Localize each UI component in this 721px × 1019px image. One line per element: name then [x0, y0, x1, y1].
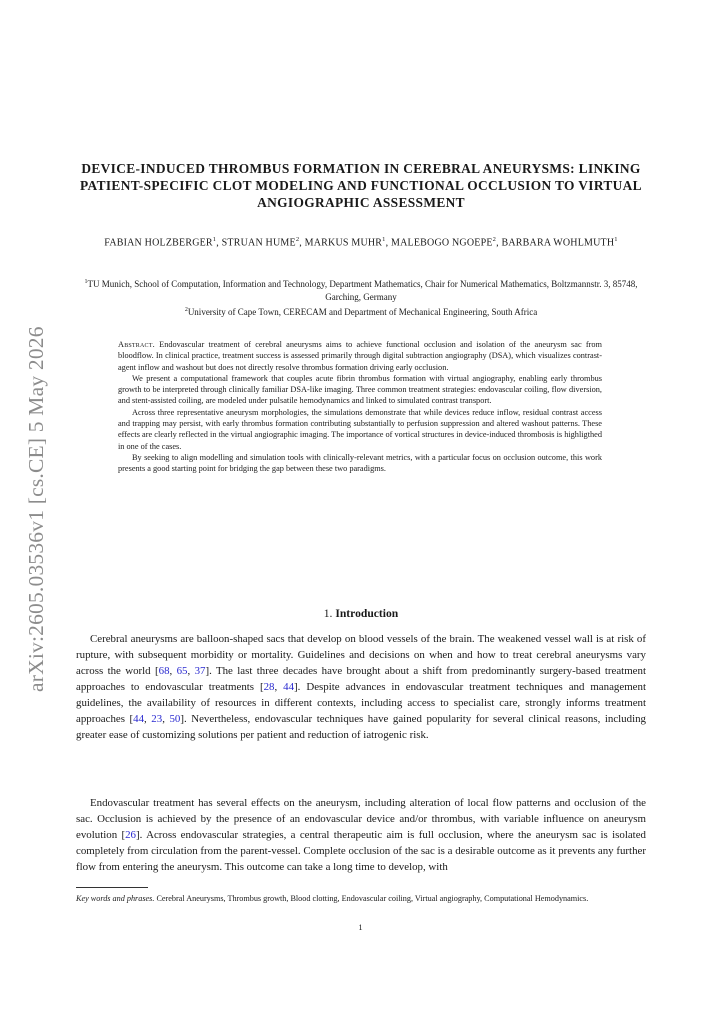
citation-link[interactable]: 68	[158, 665, 170, 678]
affiliation-text: TU Munich, School of Computation, Information and Technology, Department Mathematics, Chair for Numerical Mathematics, Boltzmannstr. 3, 85748, Garching, Germany	[87, 279, 638, 302]
body-paragraph-1	[76, 631, 646, 743]
keywords-text: Cerebral Aneurysms, Thrombus growth, Blood clotting, Endovascular coiling, Virtual angiography, Computational Hemodynamics.	[156, 894, 589, 903]
abstract-paragraph: We present a computational framework that couples acute fibrin thrombus formation with virtual angiography, enabling early thrombus growth to be interpreted through clinically familiar DSA-like imaging. Three common treatment strategies: endovascular coiling, flow diversion, and stent-assisted coiling, are modeled under pulsatile hemodynamics and linked to simulated contrast transport.	[118, 373, 602, 406]
citation-link[interactable]: 44	[283, 681, 295, 694]
paper-title: DEVICE-INDUCED THROMBUS FORMATION IN CEREBRAL ANEURYSMS: LINKING PATIENT-SPECIFIC CLOT MODELING AND FUNCTIONAL OCCLUSION TO VIRTUAL ANGIOGRAPHIC ASSESSMENT	[80, 161, 642, 210]
arxiv-stamp	[18, 300, 54, 692]
affiliation-1	[76, 276, 646, 303]
citation-link[interactable]: 23	[151, 713, 163, 726]
affiliation-2	[76, 304, 646, 319]
keywords-label: Key words and phrases.	[76, 894, 155, 903]
section-heading	[76, 607, 646, 620]
arxiv-identifier: arXiv:2605.03536v1 [cs.CE] 5 May 2026	[24, 326, 48, 692]
author-affiliation-mark: 2	[295, 236, 300, 243]
abstract-label: Abstract.	[118, 340, 155, 349]
citation-link[interactable]: 44	[133, 713, 145, 726]
paragraph-text: Endovascular treatment has several effects on the aneurysm, including alteration of local flow patterns and occlusion of the sac. Occlusion is achieved by the presence of an endovascular device and/or thrombus, with variable influence on aneurysm evolution [26]. Across endovascular strategies, a central therapeutic aim is full occlusion, where the aneurysm sac is isolated completely from circulation from the parent-vessel. Complete occlusion of the sac is a desirable outcome as it prevents any further flow from entering the aneurysm. This outcome can take a long time to develop, with	[76, 797, 646, 874]
affiliation-text: University of Cape Town, CERECAM and Department of Mechanical Engineering, South Africa	[187, 307, 538, 317]
footnote-rule	[76, 887, 148, 888]
author-name: MARKUS MUHR	[304, 237, 383, 249]
author-name: FABIAN HOLZBERGER	[104, 237, 213, 249]
author-affiliation-mark: 1	[614, 236, 618, 243]
footnote	[76, 893, 646, 905]
author-affiliation-mark: 2	[492, 236, 497, 243]
citation-link[interactable]: 37	[194, 665, 206, 678]
abstract-paragraph: Across three representative aneurysm morphologies, the simulations demonstrate that while devices reduce inflow, residual contrast access and trapping may persist, with early thrombus formation contributing substantially to perfusion suppression and altered washout patterns. These effects are clearly reflected in the virtual angiographic imaging. The importance of vortical structures in device-induced thrombosis is highligthed in one of the cases.	[118, 407, 602, 451]
abstract	[118, 339, 602, 475]
abstract-text: Endovascular treatment of cerebral aneurysms aims to achieve functional occlusion and isolation of the aneurysm sac from bloodflow. In clinical practice, treatment success is assessed primarily through digital subtraction angiography (DSA), which visualizes contrast-agent inflow and washout but does not directly resolve thrombus formation driving early occlusion.	[118, 340, 603, 372]
citation-link[interactable]: 28	[263, 681, 275, 694]
author-affiliation-mark: 1	[212, 236, 217, 243]
citation-link[interactable]: 65	[176, 665, 188, 678]
author-name: BARBARA WOHLMUTH	[501, 237, 615, 249]
author-affiliation-mark: 1	[382, 236, 386, 243]
abstract-paragraph: By seeking to align modelling and simulation tools with clinically-relevant metrics, with a particular focus on occlusion outcome, this work presents a good starting point for bridging the gap between these two paradigms.	[118, 452, 602, 474]
author-list: FABIAN HOLZBERGER$^1$, STRUAN HUME$^2$, MARKUS MUHR$^1$, MALEBOGO NGOEPE$^2$, BARBARA WOHLMUTH$^1$	[104, 236, 618, 249]
affiliation-mark: 2	[184, 307, 188, 313]
paragraph-text: Cerebral aneurysms are balloon-shaped sacs that develop on blood vessels of the brain. The weakened vessel wall is at risk of rupture, with subsequent morbidity or mortality. Guidelines and decisions on when and how to treat cerebral aneurysms vary across the world [68, 65, 37]. The last three decades have brought about a shift from predominantly surgery-based treatment approaches to endovascular treatments [28, 44]. Despite advances in endovascular treatment techniques and management guidelines, the availability of resources in different contexts, including access to specialist care, strongly informs treatment approaches [44, 23, 50]. Nevertheless, endovascular techniques have gained popularity for several clinical reasons, including greater ease of customizing solutions per patient and reduction of iatrogenic risk.	[76, 633, 646, 742]
author-name: MALEBOGO NGOEPE	[391, 237, 493, 249]
affiliation-mark: 1	[84, 279, 88, 285]
section-number: 1.	[323, 607, 333, 620]
abstract-paragraph	[118, 339, 602, 373]
citation-link[interactable]: 50	[169, 713, 181, 726]
section-title: Introduction	[335, 607, 399, 620]
page-number: 1	[358, 922, 363, 932]
body-paragraph-2	[76, 795, 646, 875]
citation-link[interactable]: 26	[125, 829, 136, 842]
author-name: STRUAN HUME	[221, 237, 296, 249]
